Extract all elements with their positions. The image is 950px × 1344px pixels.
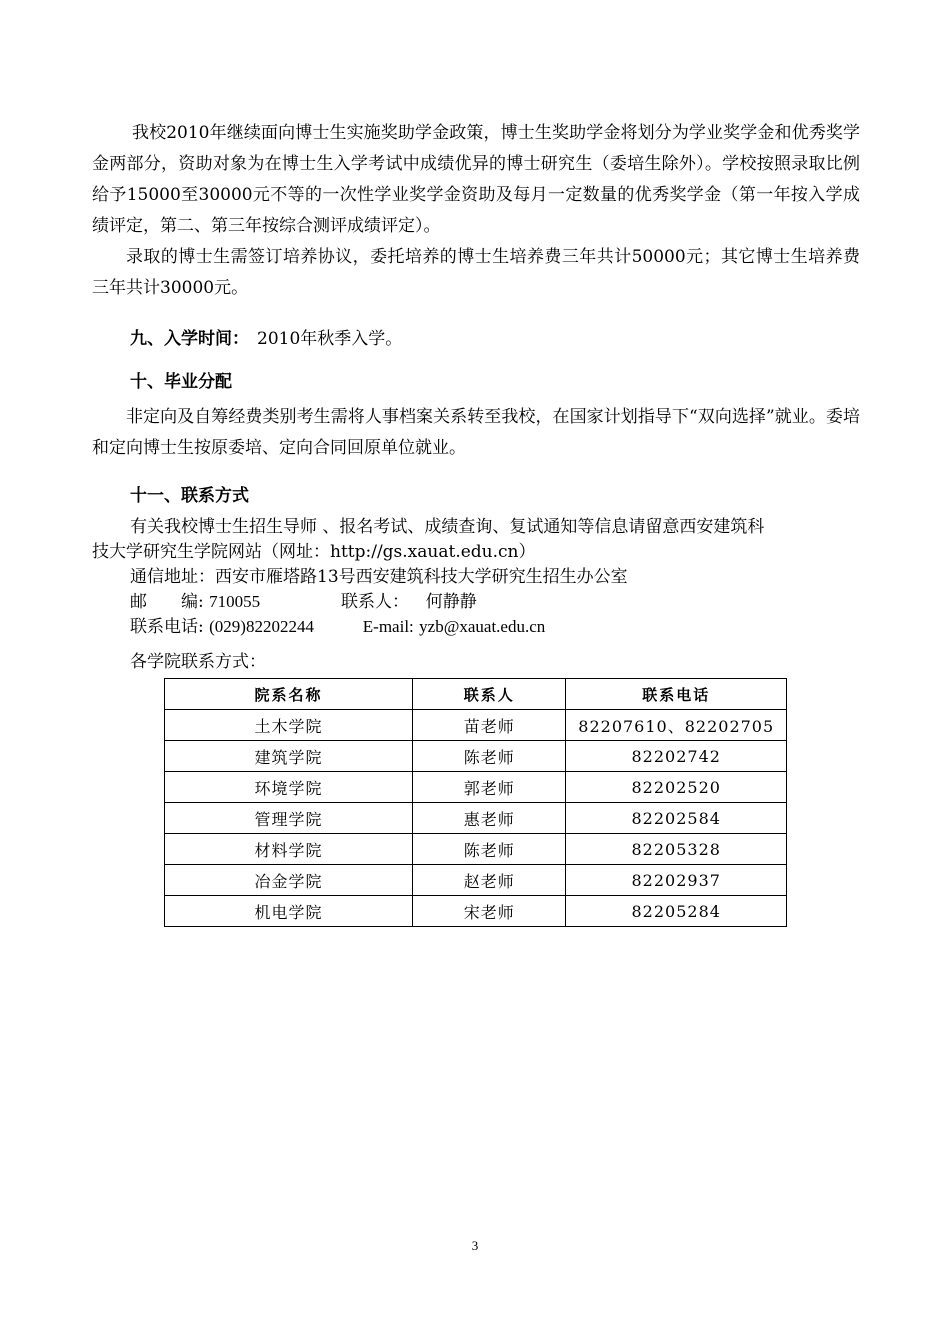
contact-phone: 82202520 xyxy=(566,772,787,803)
phone-value: (029)82202244 xyxy=(209,617,314,636)
contact-name: 陈老师 xyxy=(413,834,566,865)
college-name: 管理学院 xyxy=(165,803,413,834)
table-header-row xyxy=(165,679,787,710)
mailing-address: 通信地址：西安市雁塔路13号西安建筑科技大学研究生招生办公室 xyxy=(130,567,628,587)
contact-phone: 82207610、82202705 xyxy=(566,710,787,741)
college-name: 机电学院 xyxy=(165,896,413,927)
header-phone: 联系电话 xyxy=(566,679,787,710)
section-10-paragraph: 非定向及自筹经费类别考生需将人事档案关系转至我校，在国家计划指导下“双向选择”就业。委培和定向博士生按原委培、定向合同回原单位就业。 xyxy=(92,407,860,458)
contact-phone: 82205284 xyxy=(566,896,787,927)
section-9-heading xyxy=(130,324,402,349)
header-college: 院系名称 xyxy=(165,679,413,710)
tuition-paragraph: 录取的博士生需签订培养协议，委托培养的博士生培养费三年共计50000元；其它博士生培养费三年共计30000元。 xyxy=(92,247,860,298)
contact-phone: 82202937 xyxy=(566,865,787,896)
header-contact: 联系人 xyxy=(413,679,566,710)
college-name: 冶金学院 xyxy=(165,865,413,896)
postcode-line xyxy=(130,590,477,614)
section-11-heading: 十一、联系方式 xyxy=(130,486,249,506)
section-10-heading: 十、毕业分配 xyxy=(130,372,232,392)
contact-person-label: 联系人： xyxy=(340,592,409,612)
table-row xyxy=(165,834,787,865)
college-name: 材料学院 xyxy=(165,834,413,865)
table-row xyxy=(165,741,787,772)
contact-phone: 82202584 xyxy=(566,803,787,834)
table-row xyxy=(165,710,787,741)
phone-label: 联系电话: xyxy=(130,617,204,637)
contact-name: 宋老师 xyxy=(413,896,566,927)
email-label: E-mail: xyxy=(362,617,414,636)
colleges-contact-label: 各学院联系方式： xyxy=(130,652,266,672)
contact-name: 苗老师 xyxy=(413,710,566,741)
contact-name: 陈老师 xyxy=(413,741,566,772)
contact-phone: 82205328 xyxy=(566,834,787,865)
section-9-text: 2010年秋季入学。 xyxy=(257,329,403,349)
college-contacts-table xyxy=(164,678,787,927)
table-row xyxy=(165,772,787,803)
contact-intro-line-1: 有关我校博士生招生导师 、报名考试、成绩查询、复试通知等信息请留意西安建筑科 xyxy=(130,517,765,537)
contact-intro-line-2: 技大学研究生学院网站（网址：http://gs.xauat.edu.cn） xyxy=(92,542,536,562)
page-number: 3 xyxy=(471,1238,479,1253)
phone-line xyxy=(130,615,545,639)
postcode-value: 710055 xyxy=(209,592,261,611)
college-name: 建筑学院 xyxy=(165,741,413,772)
college-name: 环境学院 xyxy=(165,772,413,803)
contact-name: 赵老师 xyxy=(413,865,566,896)
contact-name: 郭老师 xyxy=(413,772,566,803)
contact-phone: 82202742 xyxy=(566,741,787,772)
scholarship-paragraph: 我校2010年继续面向博士生实施奖助学金政策，博士生奖助学金将划分为学业奖学金和优秀奖学金两部分，资助对象为在博士生入学考试中成绩优异的博士研究生（委培生除外）。学校按照录取比例给予15000至30000元不等的一次性学业奖学金资助及每月一定数量的优秀奖学金（第一年按入学成绩评定，第二、第三年按综合测评成绩评定）。 xyxy=(92,123,860,236)
contact-person-name: 何静静 xyxy=(425,592,477,612)
table-row xyxy=(165,865,787,896)
table-row xyxy=(165,896,787,927)
section-9-title: 九、入学时间： xyxy=(130,329,249,349)
email-value: yzb@xauat.edu.cn xyxy=(419,617,546,636)
postcode-label: 邮 编: xyxy=(130,592,204,612)
table-row xyxy=(165,803,787,834)
college-name: 土木学院 xyxy=(165,710,413,741)
contact-name: 惠老师 xyxy=(413,803,566,834)
